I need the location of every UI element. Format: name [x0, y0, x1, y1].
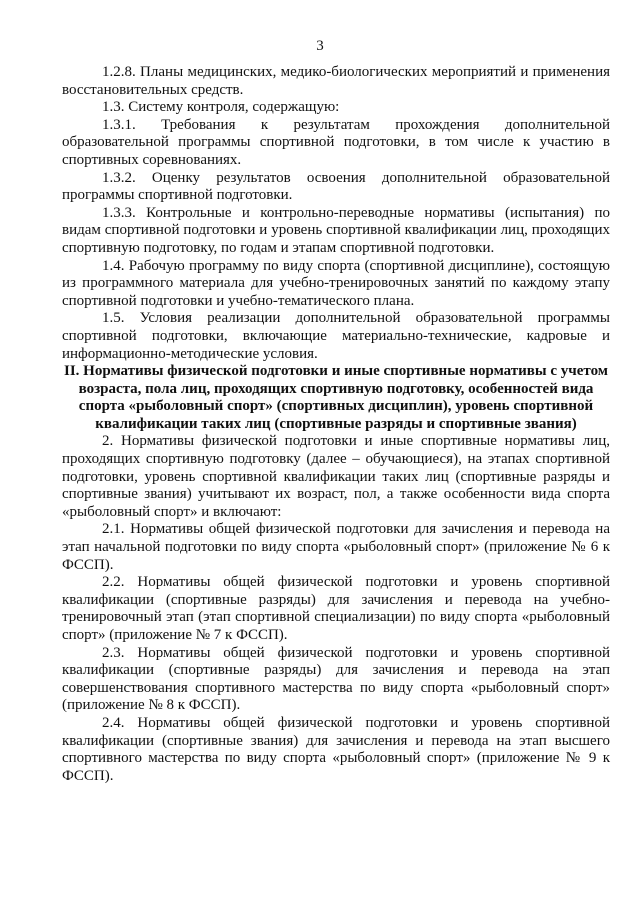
document-body: [62, 64, 610, 785]
paragraph-2-4: 2.4. Нормативы общей физической подготовки и уровень спортивной квалификации (спортивные звания) для зачисления и перевода на этап высшего спортивного мастерства по виду спорта «рыболовный спорт» (приложение № 9 к ФССП).: [62, 714, 610, 784]
paragraph-2: 2. Нормативы физической подготовки и иные спортивные нормативы лиц, проходящих спортивную подготовку (далее – обучающиеся), на этапах спортивной подготовки, уровень спортивной квалификации таких лиц (спортивные разряды и спортивные звания) учитывают их возраст, пол, а также особенности вида спорта «рыболовный спорт» и включают:: [62, 433, 610, 520]
paragraph-2-1: 2.1. Нормативы общей физической подготовки для зачисления и перевода на этап начальной подготовки по виду спорта «рыболовный спорт» (приложение № 6 к ФССП).: [62, 521, 610, 573]
paragraph-2-3: 2.3. Нормативы общей физической подготовки и уровень спортивной квалификации (спортивные разряды) для зачисления и перевода на этап совершенствования спортивного мастерства по виду спорта «рыболовный спорт» (приложение № 8 к ФССП).: [62, 644, 610, 714]
paragraph-1-3: 1.3. Систему контроля, содержащую:: [102, 99, 340, 116]
section-title: II. Нормативы физической подготовки и иные спортивные нормативы с учетом возраста, пола лиц, проходящих спортивную подготовку, особенностей вида спорта «рыболовный спорт» (спортивных дисциплин), уровень спортивной квалификации таких лиц (спортивные разряды и спортивные звания): [63, 363, 608, 432]
page-number: 3: [316, 38, 324, 54]
paragraph-1-3-1: 1.3.1. Требования к результатам прохождения дополнительной образовательной программы спортивной подготовки, в том числе к участию в спортивных соревнованиях.: [62, 116, 610, 168]
paragraph-1-4: 1.4. Рабочую программу по виду спорта (спортивной дисциплине), состоящую из программного материала для учебно-тренировочных занятий по каждому этапу спортивной подготовки и учебно-тематического плана.: [62, 257, 610, 309]
paragraph-1-5: 1.5. Условия реализации дополнительной образовательной программы спортивной подготовки, включающие материально-технические, кадровые и информационно-методические условия.: [62, 310, 610, 362]
paragraph-2-2: 2.2. Нормативы общей физической подготовки и уровень спортивной квалификации (спортивные разряды) для зачисления и перевода на учебно-тренировочный этап (этап спортивной специализации) по виду спорта «рыболовный спорт» (приложение № 7 к ФССП).: [62, 574, 610, 643]
paragraph-1-3-2: 1.3.2. Оценку результатов освоения дополнительной образовательной программы спортивной подготовки.: [62, 169, 610, 204]
paragraph-1-2-8: 1.2.8. Планы медицинских, медико-биологических мероприятий и применения восстановительных средств.: [62, 64, 610, 98]
paragraph-1-3-3: 1.3.3. Контрольные и контрольно-переводные нормативы (испытания) по видам спортивной подготовки и уровень спортивной квалификации лиц, проходящих спортивную подготовку, по годам и этапам спортивной подготовки.: [62, 204, 610, 256]
